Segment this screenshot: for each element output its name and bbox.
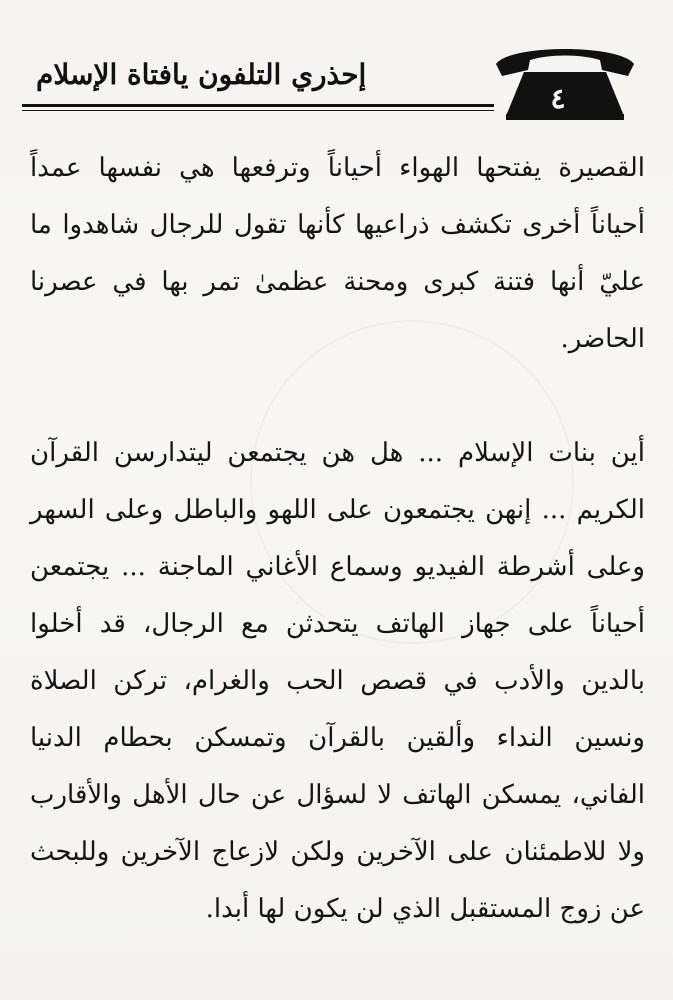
page-number: ٤ [550,82,566,115]
header-rule-thin [22,110,494,111]
page-header [22,38,652,118]
paragraph-1: القصيرة يفتحها الهواء أحياناً وترفعها هي نفسها عمداً أحياناً أخرى تكشف ذراعيها كأنها تقول للرجال شاهدوا ما عليّ أنها فتنة كبرى ومحنة عظمىٰ تمر بها في عصرنا الحاضر. [30,153,645,354]
body-text [30,140,645,938]
running-title: إحذري التلفون يافتاة الإسلام [36,58,367,91]
paragraph-2: أين بنات الإسلام ... هل هن يجتمعن ليتدارسن القرآن الكريم ... إنهن يجتمعون على اللهو والباطل وعلى السهر وعلى أشرطة الفيديو وسماع الأغاني الماجنة ... يجتمعن أحياناً على جهاز الهاتف يتحدثن مع الرجال، قد أخلوا بالدين والأدب في قصص الحب والغرام، تركن الصلاة ونسين النداء وألقين بالقرآن وتمسكن بحطام الدنيا الفاني، يمسكن الهاتف لا لسؤال عن حال الأهل والأقارب ولا للاطمئنان على الآخرين ولكن لازعاج الآخرين وللبحث عن زوج المستقبل الذي لن يكون لها أبدا. [30,438,645,924]
header-rule [22,104,494,107]
